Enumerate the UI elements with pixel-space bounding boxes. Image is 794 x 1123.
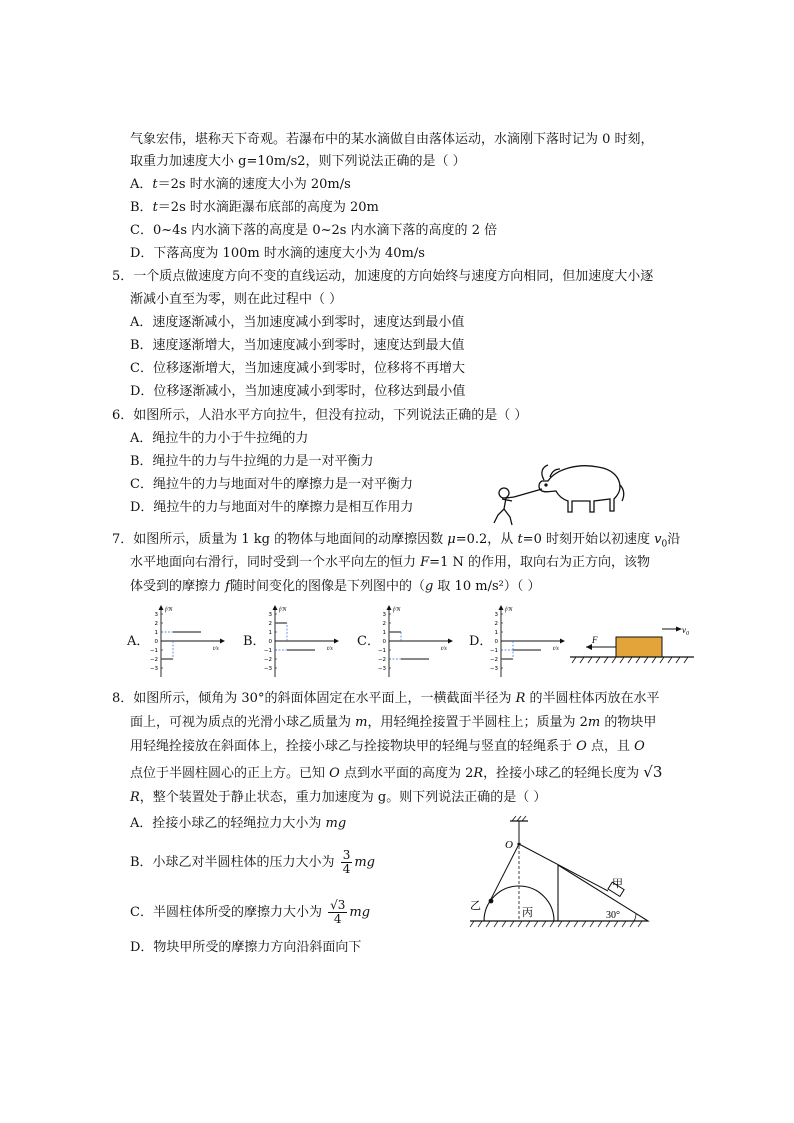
q8-option-b: B．小球乙对半圆柱体的压力大小为 $\frac{3}{4}$ mg [130, 848, 375, 876]
cylinder-bing-label: 丙 [522, 906, 533, 919]
axis-label-f: f/N [165, 607, 173, 613]
q7-block-figure [570, 621, 696, 665]
angle-30-label: 30° [606, 910, 620, 921]
force-f-label: F [592, 635, 598, 645]
tick-label: 2 [494, 621, 498, 627]
axis-label-f: f/N [393, 607, 401, 613]
y-axis-arrow [159, 605, 164, 610]
q7-graph-d [485, 603, 567, 679]
tick-label: 3 [268, 612, 272, 618]
tick-label: 2 [268, 621, 272, 627]
velocity-v0-label: $v_0$ [682, 625, 689, 637]
q8-option-d: D．物块甲所受的摩擦力方向沿斜面向下 [130, 940, 362, 955]
q7-graph-b [259, 603, 341, 679]
fraction-sqrt3-over-4: $\frac{√3}{4}$ [330, 898, 346, 926]
q4-option-c: C．0~4s 内水滴下落的高度是 0~2s 内水滴下落的高度的 2 倍 [130, 223, 498, 238]
q7-stem-line1: 7．如图所示，质量为 1 kg 的物体与地面间的动摩擦因数 μ=0.2，从 t=0 时刻开始以初速度 $v_0$沿 [112, 532, 681, 550]
tick-label: 0 [494, 639, 498, 645]
q7-option-d-label: D． [469, 634, 493, 649]
q5-option-d: D．位移逐渐减小，当加速度减小到零时，位移达到最小值 [130, 384, 466, 399]
tick-label: 3 [494, 612, 498, 618]
q7-graph-c [373, 603, 455, 679]
tick-label: 1 [268, 630, 272, 636]
axis-label-f: f/N [505, 607, 513, 613]
q4-option-b: B．t＝2s 时水滴距瀑布底部的高度为 20m [130, 200, 379, 215]
tick-label: −1 [149, 648, 158, 654]
q6-option-c: C．绳拉牛的力与地面对牛的摩擦力是一对平衡力 [130, 477, 413, 492]
q4-option-d: D．下落高度为 100m 时水滴的速度大小为 40m/s [130, 246, 425, 261]
q6-option-b: B．绳拉牛的力与牛拉绳的力是一对平衡力 [130, 454, 374, 469]
tick-label: 2 [382, 621, 386, 627]
q5-stem-line1: 5．一个质点做速度方向不变的直线运动，加速度的方向始终与速度方向相同，但加速度大小逐 [112, 269, 654, 284]
tick-label: −3 [377, 666, 386, 672]
tick-label: 0 [382, 639, 386, 645]
x-axis-arrow [220, 639, 225, 644]
q8-stem-line4: 点位于半圆柱圆心的正上方。已知 O 点到水平面的高度为 2R，拴接小球乙的轻绳长度为 √3 [130, 763, 663, 781]
tick-label: 3 [154, 612, 158, 618]
tick-label: −2 [377, 657, 386, 663]
y-axis-arrow [273, 605, 278, 610]
tick-label: 0 [154, 639, 158, 645]
q8-stem-line1: 8．如图所示，倾角为 30°的斜面体固定在水平面上，一横截面半径为 R 的半圆柱体丙放在水平 [112, 691, 660, 706]
axis-label-t: t/s [327, 646, 333, 652]
q6-option-a: A．绳拉牛的力小于牛拉绳的力 [130, 431, 309, 446]
axis-label-f: f/N [279, 607, 287, 613]
q8-option-c: C．半圆柱体所受的摩擦力大小为 $\frac{√3}{4}$ mg [130, 898, 371, 926]
person-pulling-ox-illustration [486, 455, 628, 529]
tick-label: −2 [489, 657, 498, 663]
q8-incline-figure [466, 815, 656, 931]
tick-label: 1 [494, 630, 498, 636]
q7-option-a-label: A． [127, 634, 150, 649]
tick-label: 1 [154, 630, 158, 636]
tick-label: −2 [263, 657, 272, 663]
q5-option-b: B．速度逐渐增大，当加速度减小到零时，速度达到最大值 [130, 338, 465, 353]
q8-option-a: A．拴接小球乙的轻绳拉力大小为 mg [130, 816, 347, 831]
tick-label: 3 [382, 612, 386, 618]
q5-stem-line2: 渐减小直至为零，则在此过程中（ ） [130, 292, 343, 307]
ball-yi-label: 乙 [470, 899, 481, 912]
tick-label: −1 [263, 648, 272, 654]
x-axis-arrow [560, 639, 565, 644]
q7-option-b-label: B． [243, 634, 266, 649]
axis-label-t: t/s [441, 646, 447, 652]
q4-option-a: A．t＝2s 时水滴的速度大小为 20m/s [130, 177, 351, 192]
tick-label: −3 [489, 666, 498, 672]
q6-stem: 6．如图所示，人沿水平方向拉牛，但没有拉动，下列说法正确的是（ ） [112, 408, 528, 423]
q5-option-c: C．位移逐渐增大，当加速度减小到零时，位移将不再增大 [130, 361, 465, 376]
q7-option-c-label: C． [357, 634, 380, 649]
tick-label: −1 [377, 648, 386, 654]
y-axis-arrow [387, 605, 392, 610]
tick-label: −1 [489, 648, 498, 654]
x-axis-arrow [448, 639, 453, 644]
q8-stem-line2: 面上，可视为质点的光滑小球乙质量为 m，用轻绳拴接置于半圆柱上；质量为 2m 的物块甲 [130, 715, 657, 730]
q7-stem-line3: 体受到的摩擦力 f随时间变化的图像是下列图中的（g 取 10 m/s²）（ ） [130, 579, 541, 594]
q4-stem-line1: 气象宏伟，堪称天下奇观。若瀑布中的某水滴做自由落体运动，水滴刚下落时记为 0 时刻， [130, 132, 654, 147]
block-jia-label: 甲 [612, 877, 623, 890]
x-axis-arrow [334, 639, 339, 644]
tick-label: 2 [154, 621, 158, 627]
fraction-three-quarters: $\frac{3}{4}$ [342, 848, 351, 876]
q8-stem-line5: R，整个装置处于静止状态，重力加速度为 g。则下列说法正确的是（ ） [130, 790, 547, 805]
tick-label: −3 [263, 666, 272, 672]
q5-option-a: A．速度逐渐减小，当加速度减小到零时，速度达到最小值 [130, 315, 465, 330]
axis-label-t: t/s [213, 646, 219, 652]
axis-label-t: t/s [553, 646, 559, 652]
q7-graph-a [145, 603, 227, 679]
q6-option-d: D．绳拉牛的力与地面对牛的摩擦力是相互作用力 [130, 500, 414, 515]
tick-label: 0 [268, 639, 272, 645]
q8-stem-line3: 用轻绳拴接放在斜面体上，拴接小球乙与拴接物块甲的轻绳与竖直的轻绳系于 O 点，且 O [130, 739, 645, 754]
q4-stem-line2: 取重力加速度大小 g=10m/s2，则下列说法正确的是（ ） [130, 154, 466, 169]
y-axis-arrow [499, 605, 504, 610]
point-o-label: O [505, 839, 513, 851]
tick-label: −3 [149, 666, 158, 672]
tick-label: −2 [149, 657, 158, 663]
block [616, 637, 662, 657]
tick-label: 1 [382, 630, 386, 636]
q7-stem-line2: 水平地面向右滑行，同时受到一个水平向左的恒力 F=1 N 的作用，取向右为正方向，该物 [130, 555, 650, 570]
